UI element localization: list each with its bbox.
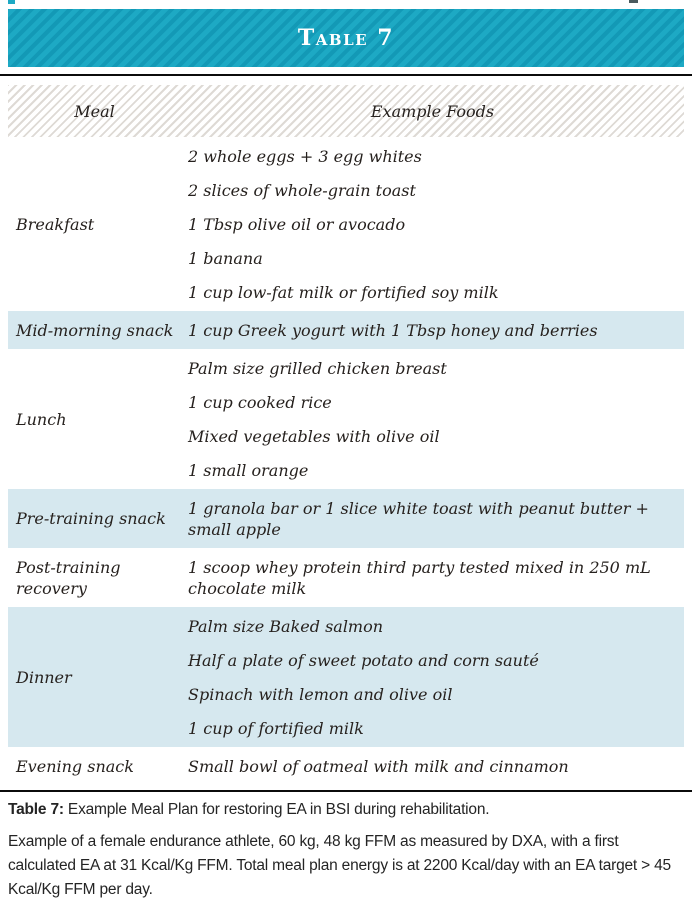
foods-cell xyxy=(181,550,684,605)
food-item: 1 cup Greek yogurt with 1 Tbsp honey and berries xyxy=(188,320,598,340)
table-row xyxy=(8,311,684,349)
food-item: 1 banana xyxy=(188,248,263,268)
food-item: Small bowl of oatmeal with milk and cinnamon xyxy=(188,756,569,776)
meal-cell: Dinner xyxy=(16,667,72,687)
table-header-row xyxy=(8,85,684,137)
food-item: 2 slices of whole-grain toast xyxy=(188,180,416,200)
foods-cell xyxy=(181,609,684,745)
table-row xyxy=(8,489,684,548)
food-item: Spinach with lemon and olive oil xyxy=(188,684,453,704)
foods-cell xyxy=(181,491,684,546)
food-item: Half a plate of sweet potato and corn sauté xyxy=(188,650,539,670)
meal-cell: Breakfast xyxy=(16,214,95,234)
table-row xyxy=(8,137,684,311)
foods-cell xyxy=(181,351,684,487)
meal-cell: Pre-training snack xyxy=(16,509,166,528)
table-title-band xyxy=(8,9,684,67)
crop-artifact-teal xyxy=(8,0,15,4)
food-item: 1 granola bar or 1 slice white toast with peanut butter + small apple xyxy=(188,498,649,539)
column-header-meal: Meal xyxy=(74,101,115,121)
meal-cell: Evening snack xyxy=(16,756,134,776)
food-item: Mixed vegetables with olive oil xyxy=(188,426,440,446)
food-item: 1 cup cooked rice xyxy=(188,392,332,412)
foods-cell xyxy=(181,313,684,347)
caption-text: Example Meal Plan for restoring EA in BSI during rehabilitation. xyxy=(63,801,490,818)
bottom-rule xyxy=(0,790,692,792)
crop-artifact-dark xyxy=(629,0,638,3)
food-item: 1 scoop whey protein third party tested mixed in 250 mL chocolate milk xyxy=(188,557,651,598)
table-row xyxy=(8,548,684,607)
table-caption xyxy=(8,800,684,820)
food-item: 2 whole eggs + 3 egg whites xyxy=(188,146,422,166)
food-item: 1 cup low-fat milk or fortified soy milk xyxy=(188,282,499,302)
table-row xyxy=(8,607,684,747)
table-description: Example of a female endurance athlete, 60 kg, 48 kg FFM as measured by DXA, with a first calculated EA at 31 Kcal/Kg FFM. Total meal plan energy is at 2200 Kcal/day with an EA target > 45 Kcal/Kg FFM per day. xyxy=(8,833,671,898)
foods-cell xyxy=(181,749,684,783)
column-header-example-foods: Example Foods xyxy=(370,101,495,121)
meal-plan-table xyxy=(8,85,684,785)
foods-cell xyxy=(181,139,684,309)
caption-label: Table 7: xyxy=(8,801,64,818)
table-row xyxy=(8,747,684,785)
food-item: Palm size grilled chicken breast xyxy=(188,358,447,378)
meal-cell: Post-training recovery xyxy=(16,557,121,598)
top-rule xyxy=(0,74,692,76)
table-row xyxy=(8,349,684,489)
meal-cell: Mid-morning snack xyxy=(16,320,174,340)
food-item: 1 cup of fortified milk xyxy=(188,718,364,738)
meal-cell: Lunch xyxy=(16,409,67,429)
table-body xyxy=(8,137,684,785)
food-item: 1 Tbsp olive oil or avocado xyxy=(188,214,406,234)
table-title: Table 7 xyxy=(297,25,395,51)
food-item: 1 small orange xyxy=(188,460,309,480)
food-item: Palm size Baked salmon xyxy=(188,616,384,636)
